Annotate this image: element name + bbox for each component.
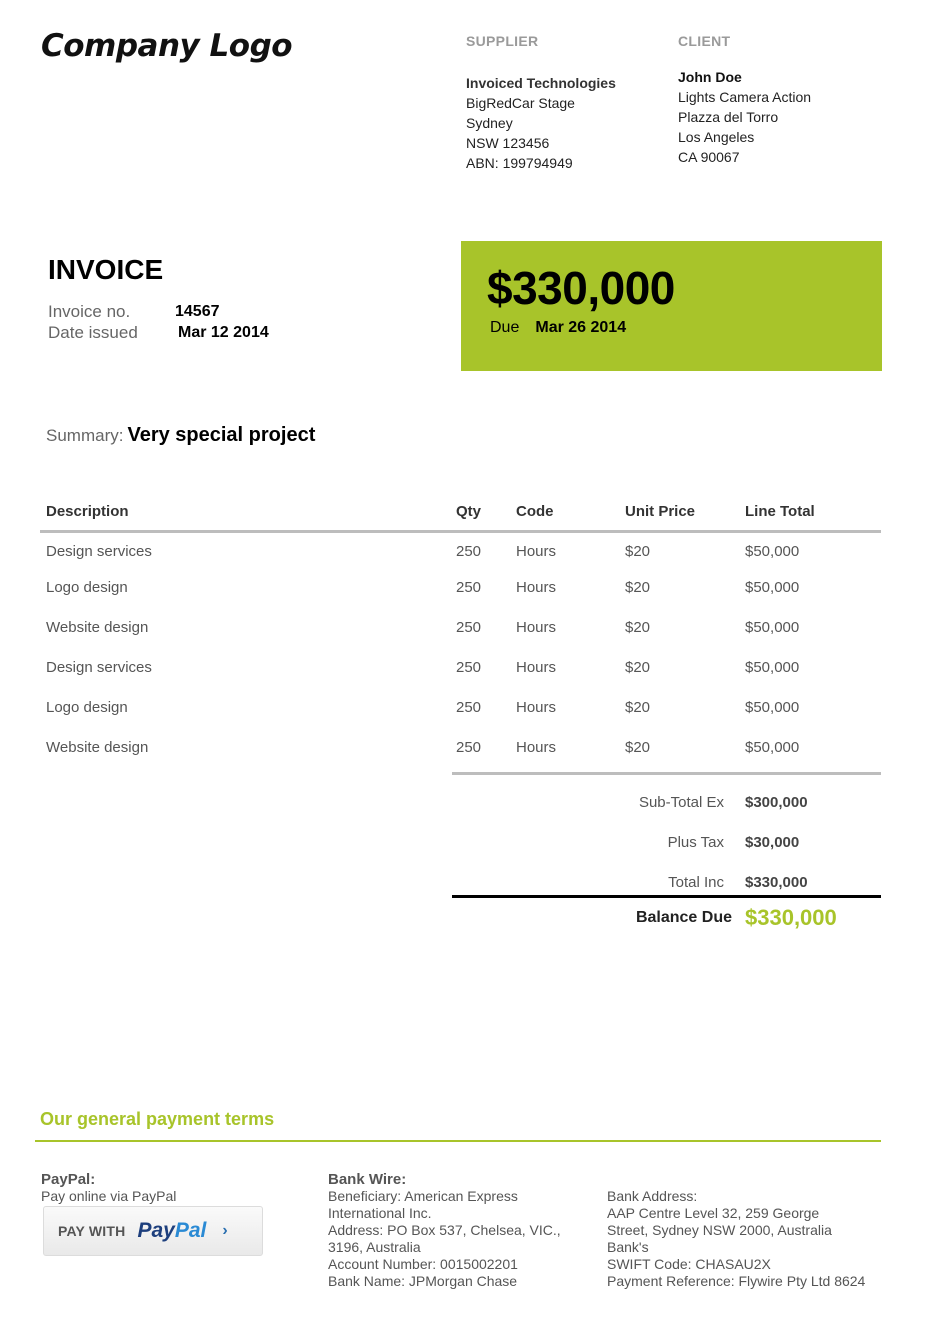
balance-due-value: $330,000 xyxy=(745,905,837,930)
bank-wire-line: Account Number: 0015002201 xyxy=(328,1256,518,1272)
cell-code: Hours xyxy=(516,698,557,716)
subtotal-label: Sub-Total Ex xyxy=(638,793,724,811)
pay-with-paypal-button[interactable] xyxy=(43,1206,263,1256)
company-logo: Company Logo xyxy=(41,28,293,64)
supplier-line: ABN: 199794949 xyxy=(466,155,573,171)
cell-description: Logo design xyxy=(46,698,128,716)
client-name: John Doe xyxy=(678,69,742,85)
summary-label: Summary: xyxy=(46,426,124,445)
client-line: Plazza del Torro xyxy=(678,109,779,125)
amount-due: $330,000 xyxy=(487,262,675,314)
bank-wire-line: 3196, Australia xyxy=(328,1239,421,1255)
invoice-number-row xyxy=(48,301,269,322)
supplier-block xyxy=(466,33,616,173)
cell-description: Design services xyxy=(46,542,152,560)
cell-qty: 250 xyxy=(456,698,482,716)
bank-address-line: Street, Sydney NSW 2000, Australia xyxy=(607,1222,832,1238)
cell-code: Hours xyxy=(516,658,557,676)
amount-due-panel xyxy=(461,241,882,371)
cell-code: Hours xyxy=(516,738,557,756)
bank-wire-heading: Bank Wire: xyxy=(328,1171,407,1188)
paypal-section xyxy=(41,1171,176,1205)
supplier-address xyxy=(466,73,616,173)
table-row xyxy=(40,607,881,647)
cell-line-total: $50,000 xyxy=(745,618,800,636)
client-line: CA 90067 xyxy=(678,149,740,165)
payment-terms-title: Our general payment terms xyxy=(40,1109,275,1129)
client-address xyxy=(678,67,811,167)
client-line: Lights Camera Action xyxy=(678,89,812,105)
paypal-logo-part: Pay xyxy=(137,1219,175,1242)
cell-unit-price: $20 xyxy=(625,542,651,560)
col-qty: Qty xyxy=(456,502,482,520)
total-label: Total Inc xyxy=(668,873,724,891)
invoice-meta xyxy=(48,301,269,343)
col-description: Description xyxy=(46,502,129,520)
table-row xyxy=(40,531,881,567)
balance-divider xyxy=(452,895,881,898)
bank-address-line: Payment Reference: Flywire Pty Ltd 8624 xyxy=(607,1273,866,1289)
tax-label: Plus Tax xyxy=(667,833,724,851)
cell-description: Website design xyxy=(46,738,149,756)
summary-value: Very special project xyxy=(127,424,316,446)
due-date-line xyxy=(490,319,626,337)
bank-wire-line: Address: PO Box 537, Chelsea, VIC., xyxy=(328,1222,561,1238)
date-issued: Mar 12 2014 xyxy=(178,324,269,341)
invoice-title: INVOICE xyxy=(48,254,164,285)
totals-block xyxy=(452,782,881,902)
bank-address-line: AAP Centre Level 32, 259 George xyxy=(607,1205,820,1221)
cell-unit-price: $20 xyxy=(625,738,651,756)
invoice-number: 14567 xyxy=(175,303,220,320)
paypal-logo-part: Pal xyxy=(174,1219,207,1242)
bank-address-line: SWIFT Code: CHASAU2X xyxy=(607,1256,771,1272)
line-items-table xyxy=(40,497,881,767)
cell-qty: 250 xyxy=(456,738,482,756)
payment-terms-divider xyxy=(35,1140,881,1142)
paypal-logo-icon xyxy=(137,1219,206,1243)
supplier-line: NSW 123456 xyxy=(466,135,550,151)
due-date: Mar 26 2014 xyxy=(535,319,627,336)
bank-wire-line: International Inc. xyxy=(328,1205,432,1221)
cell-line-total: $50,000 xyxy=(745,698,800,716)
col-code: Code xyxy=(516,502,554,520)
date-issued-label: Date issued xyxy=(48,323,138,342)
balance-due-row xyxy=(452,905,881,931)
cell-unit-price: $20 xyxy=(625,578,651,596)
invoice-number-label: Invoice no. xyxy=(48,302,131,321)
col-unit-price: Unit Price xyxy=(625,502,696,520)
cell-code: Hours xyxy=(516,618,557,636)
totals-divider xyxy=(452,772,881,775)
supplier-label: SUPPLIER xyxy=(466,33,539,49)
table-row xyxy=(40,567,881,607)
bank-wire-section xyxy=(328,1171,588,1290)
cell-qty: 250 xyxy=(456,542,482,560)
cell-code: Hours xyxy=(516,542,557,560)
cell-line-total: $50,000 xyxy=(745,658,800,676)
table-row xyxy=(40,687,881,727)
bank-address-section xyxy=(607,1188,887,1290)
bank-address-line: Bank Address: xyxy=(607,1188,698,1204)
client-label: CLIENT xyxy=(678,33,731,49)
paypal-button-prefix: PAY WITH xyxy=(58,1223,126,1239)
supplier-name: Invoiced Technologies xyxy=(466,75,616,91)
paypal-text: Pay online via PayPal xyxy=(41,1188,177,1204)
subtotal-row xyxy=(452,782,881,822)
supplier-line: Sydney xyxy=(466,115,513,131)
cell-description: Website design xyxy=(46,618,149,636)
cell-description: Logo design xyxy=(46,578,128,596)
table-header-row xyxy=(40,497,881,531)
paypal-heading: PayPal: xyxy=(41,1171,96,1188)
supplier-line: BigRedCar Stage xyxy=(466,95,575,111)
cell-qty: 250 xyxy=(456,578,482,596)
cell-code: Hours xyxy=(516,578,557,596)
tax-value: $30,000 xyxy=(745,833,800,851)
cell-line-total: $50,000 xyxy=(745,738,800,756)
chevron-right-icon: › xyxy=(222,1222,228,1239)
cell-unit-price: $20 xyxy=(625,658,651,676)
date-issued-row xyxy=(48,322,269,343)
cell-unit-price: $20 xyxy=(625,618,651,636)
cell-line-total: $50,000 xyxy=(745,542,800,560)
cell-unit-price: $20 xyxy=(625,698,651,716)
table-row xyxy=(40,647,881,687)
tax-row xyxy=(452,822,881,862)
total-value: $330,000 xyxy=(745,873,808,891)
summary xyxy=(46,424,315,447)
cell-qty: 250 xyxy=(456,618,482,636)
col-line-total: Line Total xyxy=(745,502,815,520)
bank-wire-line: Beneficiary: American Express xyxy=(328,1188,518,1204)
bank-address-line: Bank's xyxy=(607,1239,649,1255)
client-line: Los Angeles xyxy=(678,129,755,145)
cell-line-total: $50,000 xyxy=(745,578,800,596)
subtotal-value: $300,000 xyxy=(745,793,808,811)
due-label: Due xyxy=(490,319,520,336)
cell-qty: 250 xyxy=(456,658,482,676)
table-row xyxy=(40,727,881,767)
bank-wire-line: Bank Name: JPMorgan Chase xyxy=(328,1273,518,1289)
cell-description: Design services xyxy=(46,658,152,676)
balance-due-label: Balance Due xyxy=(635,909,732,926)
client-block xyxy=(678,33,811,167)
